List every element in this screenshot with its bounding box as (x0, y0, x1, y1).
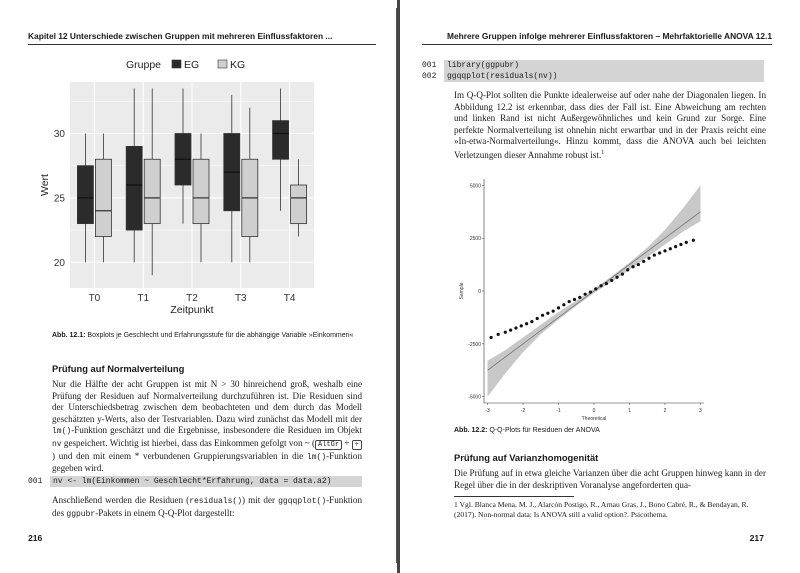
code-line-number: 001 (422, 61, 437, 70)
x-tick-label: 1 (628, 408, 631, 414)
paragraph (454, 468, 766, 491)
y-tick-label: 20 (53, 257, 65, 269)
data-point (599, 284, 602, 287)
text-run: ) mit der (242, 495, 279, 505)
figure-caption (454, 426, 766, 435)
data-point (536, 317, 539, 320)
data-point (679, 243, 682, 246)
x-tick-label: -1 (556, 408, 561, 414)
x-tick-label: T0 (88, 293, 101, 304)
inline-code: nv (52, 439, 62, 449)
x-tick-label: T3 (234, 293, 247, 304)
code-line (422, 71, 764, 82)
code-source: ggqqplot(residuals(nv)) (444, 71, 764, 82)
code-line (422, 60, 764, 71)
data-point (584, 293, 587, 296)
x-tick-label: T1 (137, 293, 150, 304)
paragraph (454, 90, 766, 162)
x-tick-label: 2 (663, 408, 667, 414)
paragraph (52, 379, 362, 475)
inline-code: lm() (306, 452, 327, 462)
data-point (674, 245, 677, 248)
data-point (605, 282, 608, 285)
qq-plot-chart (454, 171, 714, 426)
section-heading: Prüfung auf Varianzhomogenität (454, 452, 599, 463)
data-point (562, 303, 565, 306)
keyboard-key: + (352, 440, 362, 450)
data-point (631, 265, 634, 268)
box-kg (193, 159, 209, 223)
code-line-number: 001 (28, 477, 43, 486)
data-point (557, 306, 560, 309)
y-tick-label: 5000 (469, 183, 481, 190)
footnote-rule (454, 496, 574, 497)
data-point (530, 320, 533, 323)
data-point (653, 253, 656, 256)
header-text: Mehrere Gruppen infolge mehrerer Einflussfaktoren – Mehrfaktorielle ANOVA 12.1 (446, 31, 772, 41)
running-header (422, 30, 772, 45)
y-tick-label: -5000 (468, 394, 481, 401)
data-point (642, 260, 645, 263)
left-page (8, 8, 397, 563)
text-run: -Funktion geschätzt und die Ergebnisse, insbesondere die Residuen im Objekt (71, 425, 362, 436)
keyboard-key: AltGr (315, 440, 342, 450)
data-point (568, 300, 571, 303)
inline-code: ggpubr (66, 509, 96, 519)
text-run: Nur die Hälfte der acht Gruppen ist mit N > 30 hinreichend groß, weshalb eine Prüfung der Residuen auf Normalverteilung durchzuführen ist. Die Residuen sind der Unterschiedsbetrag zwischen dem beobachteten und dem durch das Modell geschätzten y-Werts, also der Testvariablen. Dazu wird zunächst das Modell mit der (52, 379, 362, 424)
y-tick-label: 2500 (469, 236, 481, 243)
footnote-marker: 1 (601, 149, 605, 156)
running-header (28, 30, 376, 45)
data-point (546, 312, 549, 315)
text-run: + (342, 437, 352, 448)
legend-swatch (218, 60, 227, 68)
x-tick-label: -2 (520, 408, 526, 414)
boxplot-chart (8, 50, 396, 325)
text-run: Die Prüfung auf in etwa gleiche Varianzen über die acht Gruppen hinweg kann in der Regel über die in der deskriptiven Voranalyse angeforderten qua- (454, 468, 766, 490)
x-axis-label: Zeitpunkt (170, 304, 214, 316)
code-line-number: 002 (422, 72, 437, 81)
text-run: Im Q-Q-Plot sollten die Punkte idealerweise auf oder nahe der Diagonalen liegen. In Abbildung 12.2 ist erkennbar, dass dies der Fall ist. Eine Abweichung am rechten und linken Rand ist nicht Außergewöhnliches und kein Grund zur Sorge. Eine perfekte Normalverteilung ist ohnehin nicht erwartbar und in der Praxis reicht eine »In-etwa-Normalverteilung«. Hinzu kommt, dass die ANOVA auch bei leichten Verletzungen dieser Annahme robust ist. (454, 90, 766, 160)
text-run: Anschließend werden die Residuen ( (52, 495, 190, 505)
x-tick-label: 3 (699, 408, 702, 414)
data-point (509, 328, 512, 331)
data-point (525, 322, 528, 325)
inline-code: lm() (52, 427, 72, 437)
box-eg (126, 146, 142, 230)
header-text: Kapitel 12 Unterschiede zwischen Gruppen mit mehreren Einflussfaktoren ... (28, 31, 333, 41)
x-tick-label: T4 (283, 293, 296, 304)
figure-caption-text: Boxplots je Geschlecht und Erfahrungsstufe für die abhängige Variable »Einkommen« (87, 332, 354, 339)
paragraph (52, 495, 362, 520)
data-point (573, 298, 576, 301)
text-run: -Funktion des (52, 495, 363, 518)
data-point (621, 272, 624, 275)
y-tick-label: 0 (478, 289, 481, 295)
x-tick-label: -3 (485, 408, 490, 414)
figure-caption-text: Q-Q-Plots für Residuen der ANOVA (489, 427, 600, 434)
text-run: gespeichert. Wichtig ist hierbei, dass das Einkommen gefolgt von ~ ( (61, 437, 316, 448)
data-point (520, 324, 523, 327)
box-kg (291, 185, 307, 224)
data-point (594, 287, 597, 290)
legend-label: KG (230, 59, 246, 71)
reference-line (488, 212, 701, 370)
box-kg (95, 159, 111, 236)
inline-code: residuals() (189, 497, 243, 506)
figure-caption-label: Abb. 12.2: (454, 427, 488, 434)
y-axis-label: Wert (39, 174, 51, 196)
data-point (578, 296, 581, 299)
box-eg (77, 166, 93, 224)
y-tick-label: 25 (53, 193, 65, 205)
code-source: library(ggpubr) (444, 60, 764, 71)
data-point (489, 336, 492, 339)
data-point (541, 314, 544, 317)
text-run: -Funktion gegeben wird. (52, 450, 362, 474)
code-source: nv <- lm(Einkommen ~ Geschlecht*Erfahrung, data = data.a2) (50, 476, 362, 487)
section-heading: Prüfung auf Normalverteilung (52, 363, 185, 374)
y-tick-label: 30 (53, 129, 65, 140)
data-point (589, 290, 592, 293)
code-line (28, 476, 362, 487)
inline-code: ggqqplot() (278, 497, 327, 506)
figure-caption (52, 331, 362, 340)
right-page (402, 8, 792, 563)
data-point (552, 309, 555, 312)
figure-caption-label: Abb. 12.1: (52, 332, 86, 339)
data-point (626, 268, 629, 271)
book-spine (397, 0, 400, 573)
legend-swatch (172, 60, 181, 68)
data-point (615, 276, 618, 279)
data-point (647, 257, 650, 260)
data-point (497, 333, 500, 336)
legend-title: Gruppe (126, 59, 162, 71)
x-tick-label: 0 (592, 408, 596, 414)
footnote: 1 Vgl. Blanca Mena, M. J., Alarcón Postigo, R., Arnau Gras, J., Bono Cabré, R., & Bendayan, R. (2017). Non-normal data: Is ANOVA still a valid option?. Psicothema. (454, 500, 749, 519)
data-point (504, 331, 507, 334)
text-run: ) und den mit einem * verbundenen Gruppierungsvariablen in die (52, 450, 307, 461)
text-run: -Pakets in einem Q-Q-Plot dargestellt: (95, 507, 235, 518)
page-number: 217 (749, 533, 764, 543)
data-point (669, 247, 672, 250)
y-tick-label: -2500 (468, 341, 481, 348)
data-point (610, 279, 613, 282)
box-eg (273, 121, 289, 160)
data-point (663, 249, 666, 252)
legend-label: EG (184, 59, 200, 71)
y-axis-label: Sample (459, 282, 465, 300)
data-point (514, 326, 517, 329)
data-point (637, 263, 640, 266)
x-tick-label: T2 (186, 293, 198, 304)
data-point (685, 241, 688, 244)
page-number: 216 (28, 533, 43, 543)
data-point (692, 239, 695, 242)
data-point (658, 251, 661, 254)
x-axis-label: Theoretical (581, 416, 607, 422)
box-kg (144, 159, 160, 223)
